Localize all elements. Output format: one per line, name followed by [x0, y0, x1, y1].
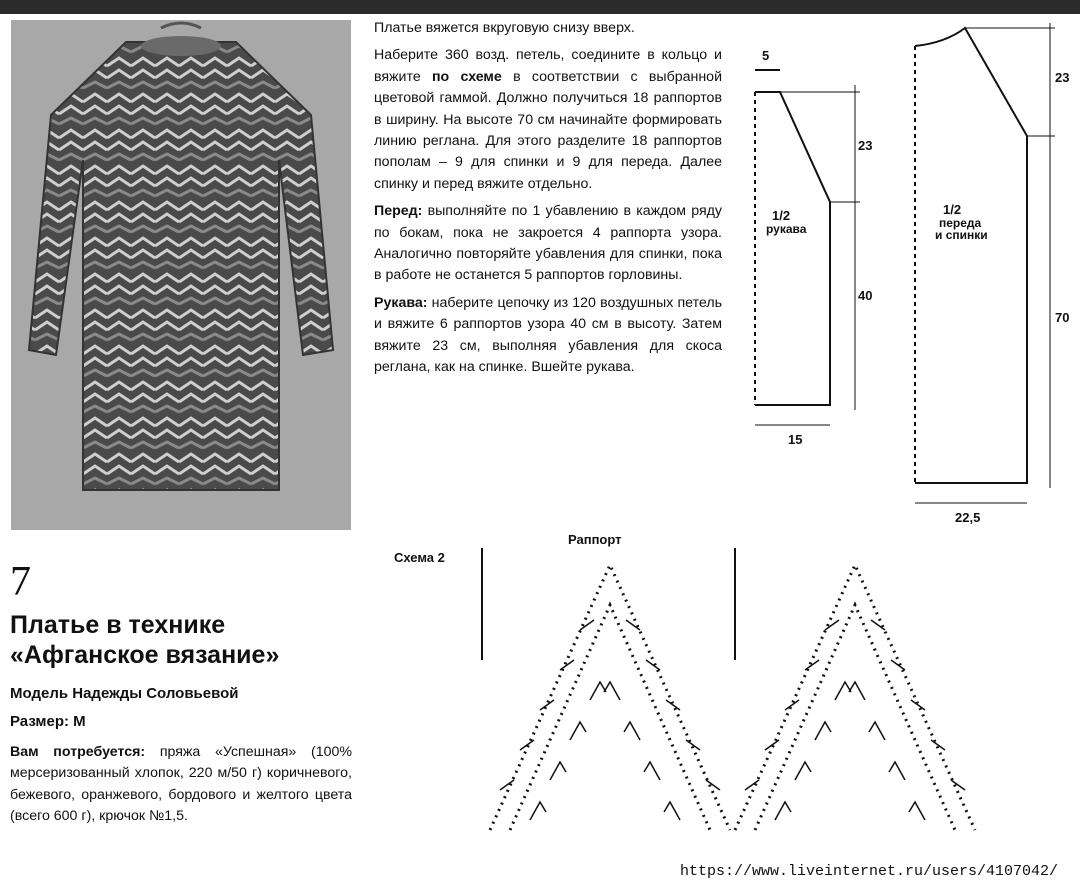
- model-size: Размер: М: [10, 713, 86, 730]
- sleeve-dim-top: 5: [762, 48, 770, 63]
- body-dim-height: 70: [1055, 310, 1070, 325]
- model-title-line2: «Афганское вязание»: [10, 641, 280, 669]
- source-url: https://www.liveinternet.ru/users/4107042/: [680, 863, 1059, 880]
- body-dim-raglan: 23: [1055, 70, 1070, 85]
- sleeve-label-fraction: 1/2: [772, 208, 791, 223]
- instruction-sleeves: Рукава: наберите цепочку из 120 воздушных петель и вяжите 6 раппортов узора 40 см в высоту. Затем вяжите 23 см, выполняя убавления для скоса реглана, как на спинке. Вшейте рукава.: [374, 294, 722, 376]
- body-dim-width: 22,5: [955, 510, 981, 525]
- body-label-front: переда: [939, 216, 982, 230]
- model-title: [10, 610, 279, 670]
- scheme-chart: [380, 530, 980, 860]
- materials: Вам потребуется: пряжа «Успешная» (100% мерсеризованный хлопок, 220 м/50 г) коричневого, бежевого, оранжевого, бордового и желтого цвета (всего 600 г), крючок №1,5.: [10, 744, 352, 825]
- model-author: Модель Надежды Соловьевой: [10, 685, 239, 702]
- model-title-line1: Платье в технике: [10, 611, 226, 639]
- body-label-back: и спинки: [935, 228, 988, 242]
- instructions: [374, 18, 722, 385]
- instruction-intro: Платье вяжется вкруговую снизу вверх.: [374, 20, 635, 36]
- body-diagram: [905, 18, 1075, 525]
- sleeve-diagram: [740, 40, 880, 460]
- sleeve-label-name: рукава: [766, 222, 807, 236]
- dress-photo: [11, 20, 351, 530]
- instruction-cast-on: Наберите 360 возд. петель, соедините в кольцо и вяжите по схеме в соответствии с выбранной цветовой гаммой. Должно получиться 18 раппортов в ширину. На высоте 70 см начинайте формировать линию реглана. Для этого разделите 18 раппортов пополам – 9 для спинки и 9 для переда. Далее спинку и перед вяжите отдельно.: [374, 47, 722, 192]
- body-label-fraction: 1/2: [943, 202, 962, 217]
- scheme-label: Схема 2: [394, 550, 445, 565]
- repeat-label: Раппорт: [568, 532, 622, 547]
- model-number: 7: [10, 559, 31, 605]
- sleeve-dim-width: 15: [788, 432, 803, 447]
- crochet-scheme: [380, 530, 980, 860]
- sleeve-dim-raglan: 23: [858, 138, 873, 153]
- top-bar: [0, 0, 1080, 14]
- sleeve-dim-height: 40: [858, 288, 873, 303]
- instruction-front: Перед: выполняйте по 1 убавлению в каждом ряду по бокам, пока не закроется 4 раппорта узора. Аналогично повторяйте убавления для спинки, пока в работе не останется 5 раппортов горловины.: [374, 203, 722, 284]
